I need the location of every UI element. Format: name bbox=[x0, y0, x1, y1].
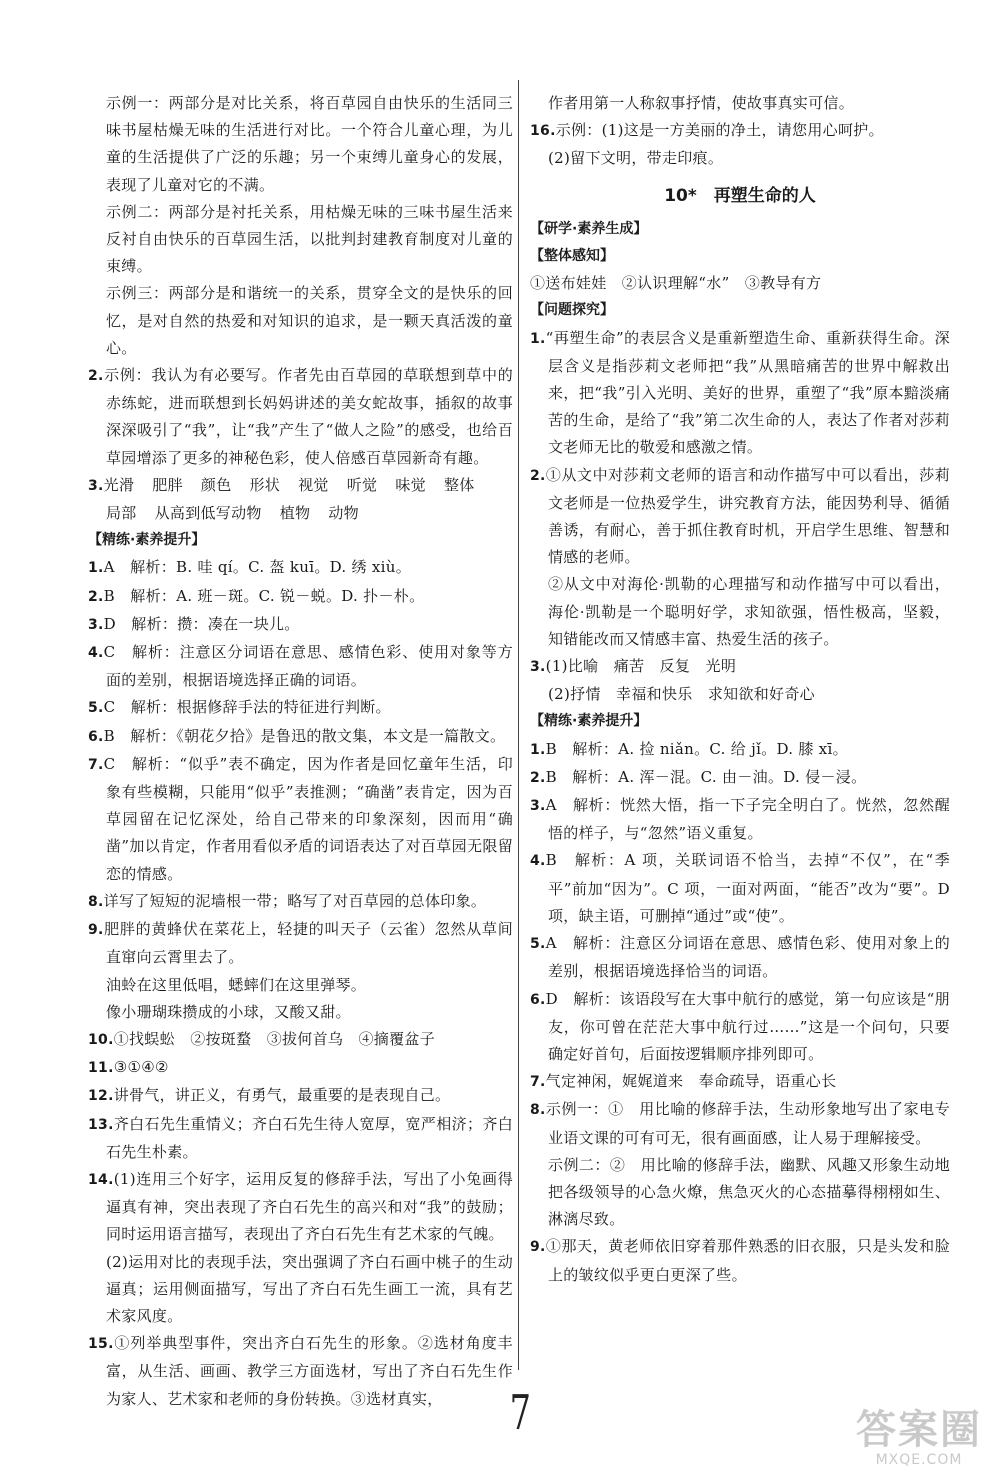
example-one: 示例一：两部分是对比关系，将百草园自由快乐的生活同三味书屋枯燥无味的生活进行对比。一个符合儿童心理，为儿童的生活提供了广泛的乐趣；另一个束缚儿童身心的发展，表现了儿童对它的不满。 bbox=[106, 94, 513, 194]
inquiry-2: 2.①从文中对莎莉文老师的语言和动作描写中可以看出，莎莉文老师是一位热爱学生，讲究教育方法，能因势利导、循循善诱，有耐心，善于抓住教育时机，开启学生思维、智慧和情感的老师。 bbox=[530, 465, 950, 567]
answer-9-line3: 像小珊瑚珠攒成的小球，又酸又甜。 bbox=[106, 1002, 351, 1021]
inquiry-3-part2: (2)抒情 幸福和快乐 求知欲和好奇心 bbox=[548, 685, 815, 704]
section-heading: 【精练·素养提升】 bbox=[530, 713, 648, 730]
list-item: 11.③①④② bbox=[88, 1058, 169, 1077]
lesson-title: 10* 再塑生命的人 bbox=[664, 185, 816, 206]
overall-perception: ①送布娃娃 ②认识理解“水” ③教导有方 bbox=[530, 274, 822, 293]
list-item: 13.齐白石先生重情义；齐白石先生待人宽厚，宽严相济；齐白石先生朴素。 bbox=[88, 1114, 513, 1161]
list-item: 8.详写了短短的泥墙根一带；略写了对百草园的总体印象。 bbox=[88, 891, 487, 910]
watermark-url: MXQE.COM bbox=[875, 1452, 963, 1468]
answer-16: 16.示例：(1)这是一方美丽的净土，请您用心呵护。 bbox=[530, 121, 884, 140]
section-heading: 【问题探究】 bbox=[530, 302, 614, 319]
answer-9-line2: 油蛉在这里低唱，蟋蟀们在这里弹琴。 bbox=[106, 975, 367, 994]
watermark-text: 答案圈 bbox=[856, 1407, 982, 1453]
answer-2: 2.示例：我认为有必要写。作者先由百草园的草联想到草中的赤练蛇，进而联想到长妈妈讲述的美女蛇故事，插叙的故事深深吸引了“我”，让“我”产生了“做人之险”的感受，也给百草园增添了更多的神秘色彩，使人倍感百草园新奇有趣。 bbox=[88, 366, 513, 467]
inquiry-3: 3.(1)比喻 痛苦 反复 光明 bbox=[530, 657, 737, 676]
example-two: 示例二：两部分是衬托关系，用枯燥无味的三味书屋生活来反衬自由快乐的百草园生活，以批判封建教育制度对儿童的束缚。 bbox=[106, 202, 513, 276]
list-item: 1.B 解析：A. 捡 niǎn。C. 给 jǐ。D. 膝 xī。 bbox=[530, 739, 848, 758]
example-three: 示例三：两部分是和谐统一的关系，贯穿全文的是快乐的回忆，是对自然的热爱和对知识的追求，是一颗天真活泼的童心。 bbox=[106, 284, 513, 357]
answer-3-cont: 局部 从高到低写动物 植物 动物 bbox=[106, 504, 359, 523]
answer-3: 3.光滑 肥胖 颜色 形状 视觉 听觉 味觉 整体 bbox=[88, 475, 475, 494]
list-item: 1.A 解析：B. 哇 qí。C. 盔 kuī。D. 绣 xiù。 bbox=[88, 558, 412, 577]
list-item: 5.C 解析：根据修辞手法的特征进行判断。 bbox=[88, 698, 391, 717]
list-item: 5.A 解析：注意区分词语在意思、感情色彩、使用对象上的差别，根据语境选择恰当的词语。 bbox=[530, 934, 950, 981]
right-column bbox=[530, 90, 950, 1289]
answer-15: 15.①列举典型事件，突出齐白石先生的形象。②选材角度丰富，从生活、画画、教学三方面选材，写出了齐白石先生作为家人、艺术家和老师的身份转换。③选材真实， bbox=[88, 1334, 513, 1408]
list-item: 10.①找蜈蚣 ②按斑蝥 ③拔何首乌 ④摘覆盆子 bbox=[88, 1029, 436, 1048]
list-item: 3.A 解析：恍然大悟，指一下子完全明白了。恍然，忽然醒悟的样子，与“忽然”语义重复。 bbox=[530, 796, 950, 843]
list-item: 2.B 解析：A. 班－斑。C. 锐－蜕。D. 扑－朴。 bbox=[88, 586, 425, 605]
list-item: 7.气定神闲，娓娓道来 奉命疏导，语重心长 bbox=[530, 1072, 837, 1091]
inquiry-1: 1.“再塑生命”的表层含义是重新塑造生命、重新获得生命。深层含义是指莎莉文老师把“我”从黑暗痛苦的世界中解救出来，把“我”引入光明、美好的世界，重塑了“我”原本黯淡痛苦的生命，是给了“我”第二次生命的人，表达了作者对莎莉文老师无比的敬爱和感激之情。 bbox=[530, 328, 950, 457]
answer-8-part2: 示例二：② 用比喻的修辞手法，幽默、风趣又形象生动地把各级领导的心急火燎，焦急灭火的心态描摹得栩栩如生、淋漓尽致。 bbox=[548, 1155, 950, 1229]
answer-9: 9.肥胖的黄蜂伏在菜花上，轻捷的叫天子（云雀）忽然从草间直窜向云霄里去了。 bbox=[88, 920, 513, 967]
section-heading: 【整体感知】 bbox=[530, 248, 614, 265]
answer-8: 8.示例一：① 用比喻的修辞手法，生动形象地写出了家电专业语文课的可有可无，很有画面感，让人易于理解接受。 bbox=[530, 1100, 950, 1147]
list-item: 14.(1)连用三个好字，运用反复的修辞手法，写出了小兔画得逼真有神，突出表现了齐白石先生的高兴和对“我”的鼓励；同时运用语言描写，表现出了齐白石先生有艺术家的气魄。 bbox=[88, 1169, 513, 1244]
inquiry-2-part2: ②从文中对海伦·凯勒的心理描写和动作描写中可以看出，海伦·凯勒是一个聪明好学，求知欲强，悟性极高，坚毅，知错能改而又情感丰富、热爱生活的孩子。 bbox=[548, 575, 950, 648]
list-item: 6.D 解析：该语段写在大事中航行的感觉，第一句应该是“朋友，你可曾在茫茫大事中航行过……”这是一个问句，只要确定好首句，后面按逻辑顺序排列即可。 bbox=[530, 989, 950, 1063]
answer-15-cont: 作者用第一人称叙事抒情，使故事真实可信。 bbox=[548, 94, 855, 112]
list-item: 2.B 解析：A. 浑－混。C. 由－油。D. 侵－浸。 bbox=[530, 767, 867, 786]
watermark-logo bbox=[844, 1408, 994, 1468]
section-heading: 【研学·素养生成】 bbox=[530, 220, 648, 237]
section-heading: 【精练·素养提升】 bbox=[88, 532, 206, 549]
list-item: 12.讲骨气，讲正义，有勇气，最重要的是表现自己。 bbox=[88, 1086, 451, 1105]
answer-9: 9.①那天，黄老师依旧穿着那件熟悉的旧衣服，只是头发和脸上的皱纹似乎更白更深了些。 bbox=[530, 1237, 950, 1284]
left-column bbox=[88, 90, 513, 1413]
list-item: 7.C 解析：“似乎”表不确定，因为作者是回忆童年生活，印象有些模糊，只能用“似乎”表推测；“确凿”表肯定，因为百草园留在记忆深处，给自己带来的印象深刻，因而用“确凿”加以肯定，作者用看似矛盾的词语表达了对百草园无限留恋的情感。 bbox=[88, 754, 513, 883]
list-item: 3.D 解析：攒：凑在一块儿。 bbox=[88, 614, 300, 633]
answer-14-part2: (2)运用对比的表现手法，突出强调了齐白石画中桃子的生动逼真；运用侧面描写，写出了齐白石先生画工一流，具有艺术家风度。 bbox=[106, 1252, 513, 1325]
page-number: 7 bbox=[509, 1385, 531, 1441]
list-item: 6.B 解析：《朝花夕拾》是鲁迅的散文集，本文是一篇散文。 bbox=[88, 726, 506, 745]
column-divider bbox=[518, 80, 519, 1370]
answer-16-part2: (2)留下文明，带走印痕。 bbox=[548, 149, 724, 168]
list-item: 4.C 解析：注意区分词语在意思、感情色彩、使用对象等方面的差别，根据语境选择正确的词语。 bbox=[88, 643, 513, 690]
list-item: 4.B 解析：A 项，关联词语不恰当，去掉“不仅”，在“季平”前加“因为”。C 项，一面对两面，“能否”改为“要”。D 项，缺主语，可删掉“通过”或“使”。 bbox=[530, 851, 950, 925]
